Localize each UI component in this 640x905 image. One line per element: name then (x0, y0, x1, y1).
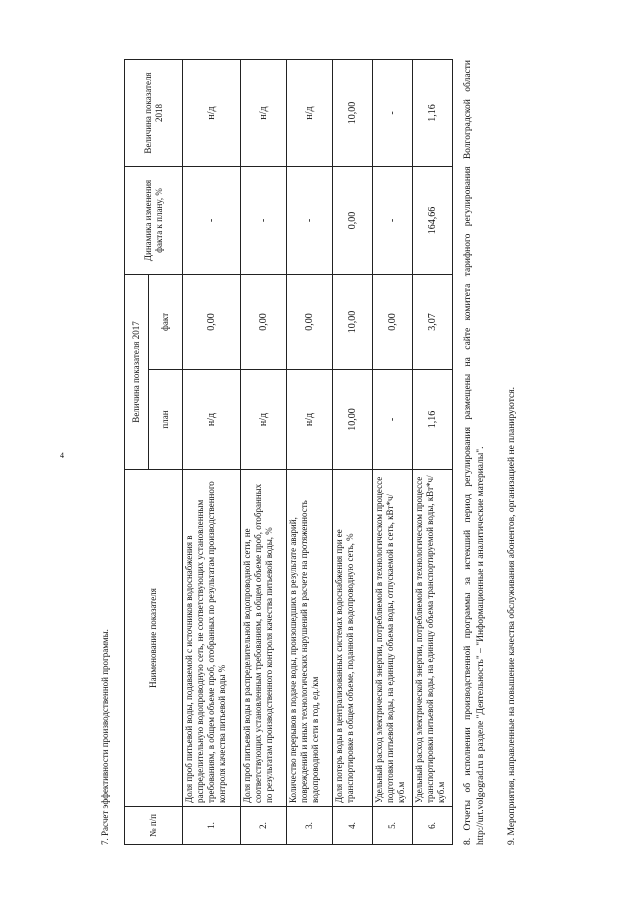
row-name: Удельный расход электрической энергии, потребляемой в технологическом процессе транспортировки питьевой воды, на единицу объема транспортируемой воды, кВт*ч/куб.м (413, 470, 453, 807)
header-value-2017: Величина показателя 2017 (125, 274, 149, 469)
row-num: 5. (373, 807, 413, 845)
row-dynamics: - (183, 166, 241, 274)
row-name: Доля проб питьевой воды в распределительной водопроводной сети, не соответствующих установленным требованиям, в общем объеме проб, отобранных по результатам производственного контроля качества питьевой воды, % (241, 470, 287, 807)
header-plan: план (149, 370, 183, 470)
row-value-2018: н/д (183, 59, 241, 166)
row-plan: н/д (287, 370, 333, 470)
rotated-page-content (100, 60, 580, 845)
row-fact: 3,07 (413, 274, 453, 369)
row-num: 1. (183, 807, 241, 845)
row-num: 6. (413, 807, 453, 845)
row-fact: 0,00 (183, 274, 241, 369)
row-plan: 10,00 (333, 370, 373, 470)
row-dynamics: 0,00 (333, 166, 373, 274)
row-value-2018: н/д (241, 59, 287, 166)
row-name: Доля проб питьевой воды, подаваемой с источников водоснабжения в распределительную водопроводную сеть, не соответствующих установленным требованиям, в общем объеме проб, отобранных по результатам производственного контроля качества питьевой воды % (183, 470, 241, 807)
section-7-title: 7. Расчет эффективности производственной программы. (100, 629, 110, 845)
row-plan: - (373, 370, 413, 470)
row-fact: 0,00 (241, 274, 287, 369)
header-value-2018: Величина показателя 2018 (125, 59, 183, 166)
efficiency-table (124, 59, 453, 845)
header-num: № п/п (125, 807, 183, 845)
row-plan: 1,16 (413, 370, 453, 470)
table-row (241, 59, 287, 844)
page-number: 4 (60, 451, 64, 460)
section-9-measures-paragraph: 9. Мероприятия, направленные на повышение качества обслуживания абонентов, организацией не планируются. (507, 387, 517, 845)
row-dynamics: - (241, 166, 287, 274)
row-dynamics: - (373, 166, 413, 274)
row-num: 3. (287, 807, 333, 845)
table-row (413, 59, 453, 844)
section-8-reports-paragraph: 8. Отчеты об исполнении производственной программы за истекший период регулирования размещены на сайте комитета тарифного регулирования Волгоградской области http://urt.volgograd.ru в разделе "Деятельность" – "Информационные и аналитические материалы". (463, 60, 486, 845)
row-name: Удельный расход электрической энергии, потребляемой в технологическом процессе подготовки питьевой воды, на единицу объема воды, отпускаемой в сеть, кВт*ч/куб.м (373, 470, 413, 807)
row-dynamics: - (287, 166, 333, 274)
row-value-2018: н/д (287, 59, 333, 166)
row-plan: н/д (241, 370, 287, 470)
row-dynamics: 164,66 (413, 166, 453, 274)
row-fact: 0,00 (287, 274, 333, 369)
row-fact: 10,00 (333, 274, 373, 369)
row-name: Количество перерывов в подаче воды, произошедших в результате аварий, повреждений и иных технологических нарушений в расчете на протяженность водопроводной сети в год, ед./км (287, 470, 333, 807)
row-value-2018: - (373, 59, 413, 166)
row-num: 2. (241, 807, 287, 845)
row-fact: 0,00 (373, 274, 413, 369)
table-row (287, 59, 333, 844)
header-dynamics: Динамика изменения факта к плану, % (125, 166, 183, 274)
row-value-2018: 10,00 (333, 59, 373, 166)
table-row (373, 59, 413, 844)
header-name: Наименование показателя (125, 470, 183, 807)
row-value-2018: 1,16 (413, 59, 453, 166)
header-fact: факт (149, 274, 183, 369)
table-row (333, 59, 373, 844)
table-row (183, 59, 241, 844)
row-plan: н/д (183, 370, 241, 470)
row-name: Доля потерь воды в централизованных системах водоснабжения при ее транспортировке в общем объеме, поданной в водопроводную сеть, % (333, 470, 373, 807)
row-num: 4. (333, 807, 373, 845)
